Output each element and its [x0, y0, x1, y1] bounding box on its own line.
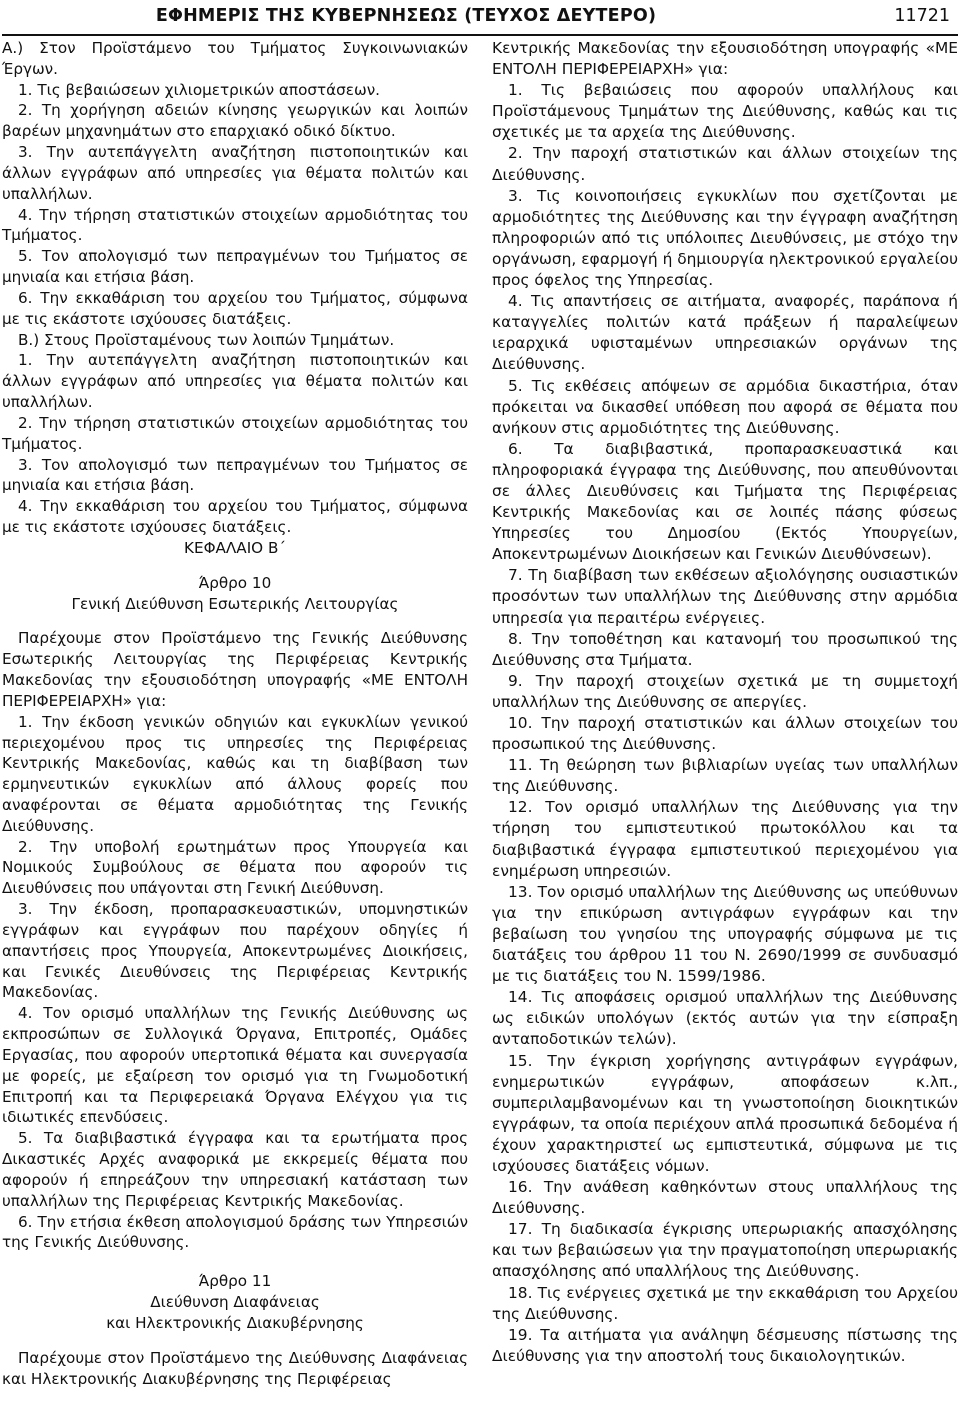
- article-heading: Άρθρο 10: [198, 573, 272, 592]
- right-column: [492, 38, 958, 1367]
- paragraph: 3. Τις κοινοποιήσεις εγκυκλίων που σχετίζονται με αρμοδιότητες της Διεύθυνσης και την έγγραφη αναζήτηση πληροφοριών από τις υπόλοιπες Διευθύνσεις, με στόχο την οργάνωση, εφαρμογή ή δημιουργία ηλεκτρονικού εργαλείου προς όφελος της Υπηρεσίας.: [492, 186, 958, 290]
- paragraph: 3. Τον απολογισμό των πεπραγμένων του Τμήματος σε μηνιαία και ετήσια βάση.: [2, 455, 468, 495]
- paragraph: Κεντρικής Μακεδονίας την εξουσιοδότηση υπογραφής «ΜΕ ΕΝΤΟΛΗ ΠΕΡΙΦΕΡΕΙΑΡΧΗ» για:: [492, 39, 958, 79]
- article-subtitle: Διεύθυνση Διαφάνειας: [150, 1293, 320, 1312]
- paragraph: 5. Τις εκθέσεις απόψεων σε αρμόδια δικαστήρια, όταν πρόκειται να δικασθεί υπόθεση που αφορά σε θέματα που ανήκουν στις αρμοδιότητες της Διεύθυνσης.: [492, 376, 958, 437]
- article-subtitle: και Ηλεκτρονικής Διακυβέρνησης: [106, 1313, 364, 1332]
- paragraph: 2. Την παροχή στατιστικών και άλλων στοιχείων της Διεύθυνσης.: [492, 144, 958, 184]
- paragraph: 10. Την παροχή στατιστικών και άλλων στοιχείων του προσωπικού της Διεύθυνσης.: [492, 714, 958, 754]
- paragraph: 2. Την τήρηση στατιστικών στοιχείων αρμοδιότητας του Τμήματος.: [2, 413, 468, 453]
- paragraph: Παρέχουμε στον Προϊστάμενο της Γενικής Διεύθυνσης Εσωτερικής Λειτουργίας της Περιφέρειας Κεντρικής Μακεδονίας την εξουσιοδότηση υπογραφής «ΜΕ ΕΝΤΟΛΗ ΠΕΡΙΦΕΡΕΙΑΡΧΗ» για:: [2, 629, 468, 710]
- paragraph: Β.) Στους Προϊσταμένους των λοιπών Τμημάτων.: [18, 330, 395, 349]
- paragraph: 6. Την εκκαθάριση του αρχείου του Τμήματος, σύμφωνα με τις εκάστοτε ισχύουσες διατάξεις.: [2, 288, 468, 328]
- paragraph: 17. Τη διαδικασία έγκρισης υπερωριακής απασχόλησης και των βεβαιώσεων για την πραγματοποίηση υπερωριακής απασχόλησης από υπαλλήλους της Διεύθυνσης.: [492, 1220, 958, 1281]
- paragraph: 1. Την έκδοση γενικών οδηγιών και εγκυκλίων γενικού περιεχομένου προς τις υπηρεσίες της Περιφέρειας Κεντρικής Μακεδονίας, καθώς και τη διαβίβαση των ερμηνευτικών εγκυκλίων από άλλους φορείς που αναφέρονται σε θέματα αρμοδιότητας της Γενικής Διεύθυνσης.: [2, 712, 468, 835]
- paragraph: Α.) Στον Προϊστάμενο του Τμήματος Συγκοινωνιακών Έργων.: [2, 39, 468, 78]
- paragraph: 5. Τον απολογισμό των πεπραγμένων του Τμήματος σε μηνιαία και ετήσια βάση.: [2, 247, 468, 287]
- paragraph: 12. Τον ορισμό υπαλλήλων της Διεύθυνσης για την τήρηση του εμπιστευτικού πρωτοκόλλου και τα διαβιβαστικά έγγραφα εμπιστευτικού περιεχομένου για ενημέρωση υπηρεσιών.: [492, 798, 958, 880]
- gazette-title: ΕΦΗΜΕΡΙΣ ΤΗΣ ΚΥΒΕΡΝΗΣΕΩΣ (ΤΕΥΧΟΣ ΔΕΥΤΕΡΟ): [155, 6, 657, 26]
- paragraph: 1. Τις βεβαιώσεων χιλιομετρικών αποστάσεων.: [18, 80, 381, 99]
- paragraph: 6. Την ετήσια έκθεση απολογισμού δράσης των Υπηρεσιών της Γενικής Διεύθυνσης.: [2, 1212, 468, 1252]
- paragraph: 7. Τη διαβίβαση των εκθέσεων αξιολόγησης ουσιαστικών προσόντων των υπαλλήλων της Διεύθυνσης στην αρμόδια υπηρεσία για περαιτέρω ενέργειες.: [492, 566, 958, 627]
- paragraph: 2. Την υποβολή ερωτημάτων προς Υπουργεία και Νομικούς Συμβούλους σε θέματα που αφορούν τις Διευθύνσεις που υπάγονται στη Γενική Διεύθυνση.: [2, 837, 468, 898]
- left-column: [2, 38, 468, 1389]
- paragraph: 1. Την αυτεπάγγελτη αναζήτηση πιστοποιητικών και άλλων εγγράφων από υπηρεσίες για θέματα πολιτών και υπαλλήλων.: [2, 351, 468, 412]
- paragraph: 4. Τις απαντήσεις σε αιτήματα, αναφορές, παράπονα ή καταγγελίες πολιτών κατά πράξεων ή παραλείψεων ιεραρχικά υφισταμένων υπηρεσιακών οργάνων της Διεύθυνσης.: [492, 292, 958, 374]
- paragraph: 8. Την τοποθέτηση και κατανομή του προσωπικού της Διεύθυνσης στα Τμήματα.: [492, 629, 958, 669]
- paragraph: 18. Τις ενέργειες σχετικά με την εκκαθάριση του Αρχείου της Διεύθυνσης.: [492, 1283, 958, 1323]
- page-header: [0, 0, 960, 38]
- chapter-heading: ΚΕΦΑΛΑΙΟ Β΄: [184, 538, 286, 557]
- paragraph: 3. Την έκδοση, προπαρασκευαστικών, υπομνηστικών εγγράφων και εγγράφων που παρέχουν οδηγίες ή απαντήσεις προς Υπουργεία, Αποκεντρωμένες Διοικήσεις, και Γενικές Διευθύνσεις της Περιφέρειας Κεντρικής Μακεδονίας.: [2, 900, 468, 1002]
- paragraph: 4. Την εκκαθάριση του αρχείου του Τμήματος, σύμφωνα με τις εκάστοτε ισχύουσες διατάξεις.: [2, 497, 468, 537]
- paragraph: 2. Τη χορήγηση αδειών κίνησης γεωργικών και λοιπών βαρέων μηχανημάτων στο επαρχιακό οδικό δίκτυο.: [2, 101, 468, 141]
- paragraph: 6. Τα διαβιβαστικά, προπαρασκευαστικά και πληροφοριακά έγγραφα της Διεύθυνσης, που απευθύνονται σε άλλες Διευθύνσεις και Τμήματα της Περιφέρειας Κεντρικής Μακεδονίας και σε λοιπές πάσης φύσεως Υπηρεσίες του Δημοσίου (Εκτός Υπουργείων, Αποκεντρωμένων Διοικήσεων και Γενικών Διευθύνσεων).: [492, 439, 958, 564]
- article-subtitle: Γενική Διεύθυνση Εσωτερικής Λειτουργίας: [71, 594, 399, 613]
- paragraph: 4. Την τήρηση στατιστικών στοιχείων αρμοδιότητας του Τμήματος.: [2, 205, 468, 245]
- page-number: 11721: [894, 6, 950, 26]
- paragraph: 9. Την παροχή στοιχείων σχετικά με τη συμμετοχή υπαλλήλων της Διεύθυνσης σε απεργίες.: [492, 671, 958, 711]
- paragraph: 15. Την έγκριση χορήγησης αντιγράφων εγγράφων, ενημερωτικών εγγράφων, αποφάσεων κ.λπ., συμπεριλαμβανομένων και τη γνωστοποίηση διοικητικών εγγράφων, τα οποία περιέχουν απλά προσωπικά δεδομένα ή έχουν χαρακτηριστεί ως εμπιστευτικά, σύμφωνα με τις ισχύουσες διατάξεις νόμων.: [492, 1051, 958, 1175]
- paragraph: 14. Τις αποφάσεις ορισμού υπαλλήλων της Διεύθυνσης ως ειδικών υπολόγων (εκτός αυτών για την είσπραξη ανταποδοτικών τελών).: [492, 988, 958, 1049]
- paragraph: 11. Τη θεώρηση των βιβλιαρίων υγείας των υπαλλήλων της Διεύθυνσης.: [492, 756, 958, 796]
- paragraph: 5. Τα διαβιβαστικά έγγραφα και τα ερωτήματα προς Δικαστικές Αρχές αναφορικά με εκκρεμείς θέματα που αφορούν ή επηρεάζουν την υπηρεσιακή κατάσταση των υπαλλήλων της Περιφέρειας Κεντρικής Μακεδονίας.: [2, 1129, 468, 1210]
- article-heading: Άρθρο 11: [198, 1272, 272, 1291]
- paragraph: 19. Τα αιτήματα για ανάληψη δέσμευσης πίστωσης της Διεύθυνσης για την αποστολή τους δικαιολογητικών.: [492, 1325, 958, 1365]
- paragraph: 4. Τον ορισμό υπαλλήλων της Γενικής Διεύθυνσης ως εκπροσώπων σε Συλλογικά Όργανα, Επιτροπές, Ομάδες Εργασίας, που αφορούν υπερτοπικά θέματα και συνεργασία με φορείς, με εξαίρεση τον ορισμό για τη Γνωμοδοτική Επιτροπή και τα Περιφερειακά Όργανα Ελέγχου για τις ιδιωτικές επενδύσεις.: [2, 1004, 468, 1127]
- paragraph: Παρέχουμε στον Προϊστάμενο της Διεύθυνσης Διαφάνειας και Ηλεκτρονικής Διακυβέρνησης της Περιφέρειας: [2, 1348, 468, 1388]
- paragraph: 1. Τις βεβαιώσεις που αφορούν υπαλλήλους και Προϊστάμενους Τμημάτων της Διεύθυνσης, καθώς και τις σχετικές με τα αρχεία της Διεύθυνσης.: [492, 81, 958, 142]
- paragraph: 16. Την ανάθεση καθηκόντων στους υπαλλήλους της Διεύθυνσης.: [492, 1178, 958, 1218]
- paragraph: 3. Την αυτεπάγγελτη αναζήτηση πιστοποιητικών και άλλων εγγράφων από υπηρεσίες για θέματα πολιτών και υπαλλήλων.: [2, 143, 468, 203]
- header-rule: [2, 34, 958, 36]
- paragraph: 13. Τον ορισμό υπαλλήλων της Διεύθυνσης ως υπεύθυνων για την επικύρωση αντιγράφων εγγράφων και την βεβαίωση του γνησίου της υπογραφής σύμφωνα με τις διατάξεις του άρθρου 11 του Ν. 2690/1999 σε συνδυασμό με τις διατάξεις του Ν. 1599/1986.: [492, 882, 958, 986]
